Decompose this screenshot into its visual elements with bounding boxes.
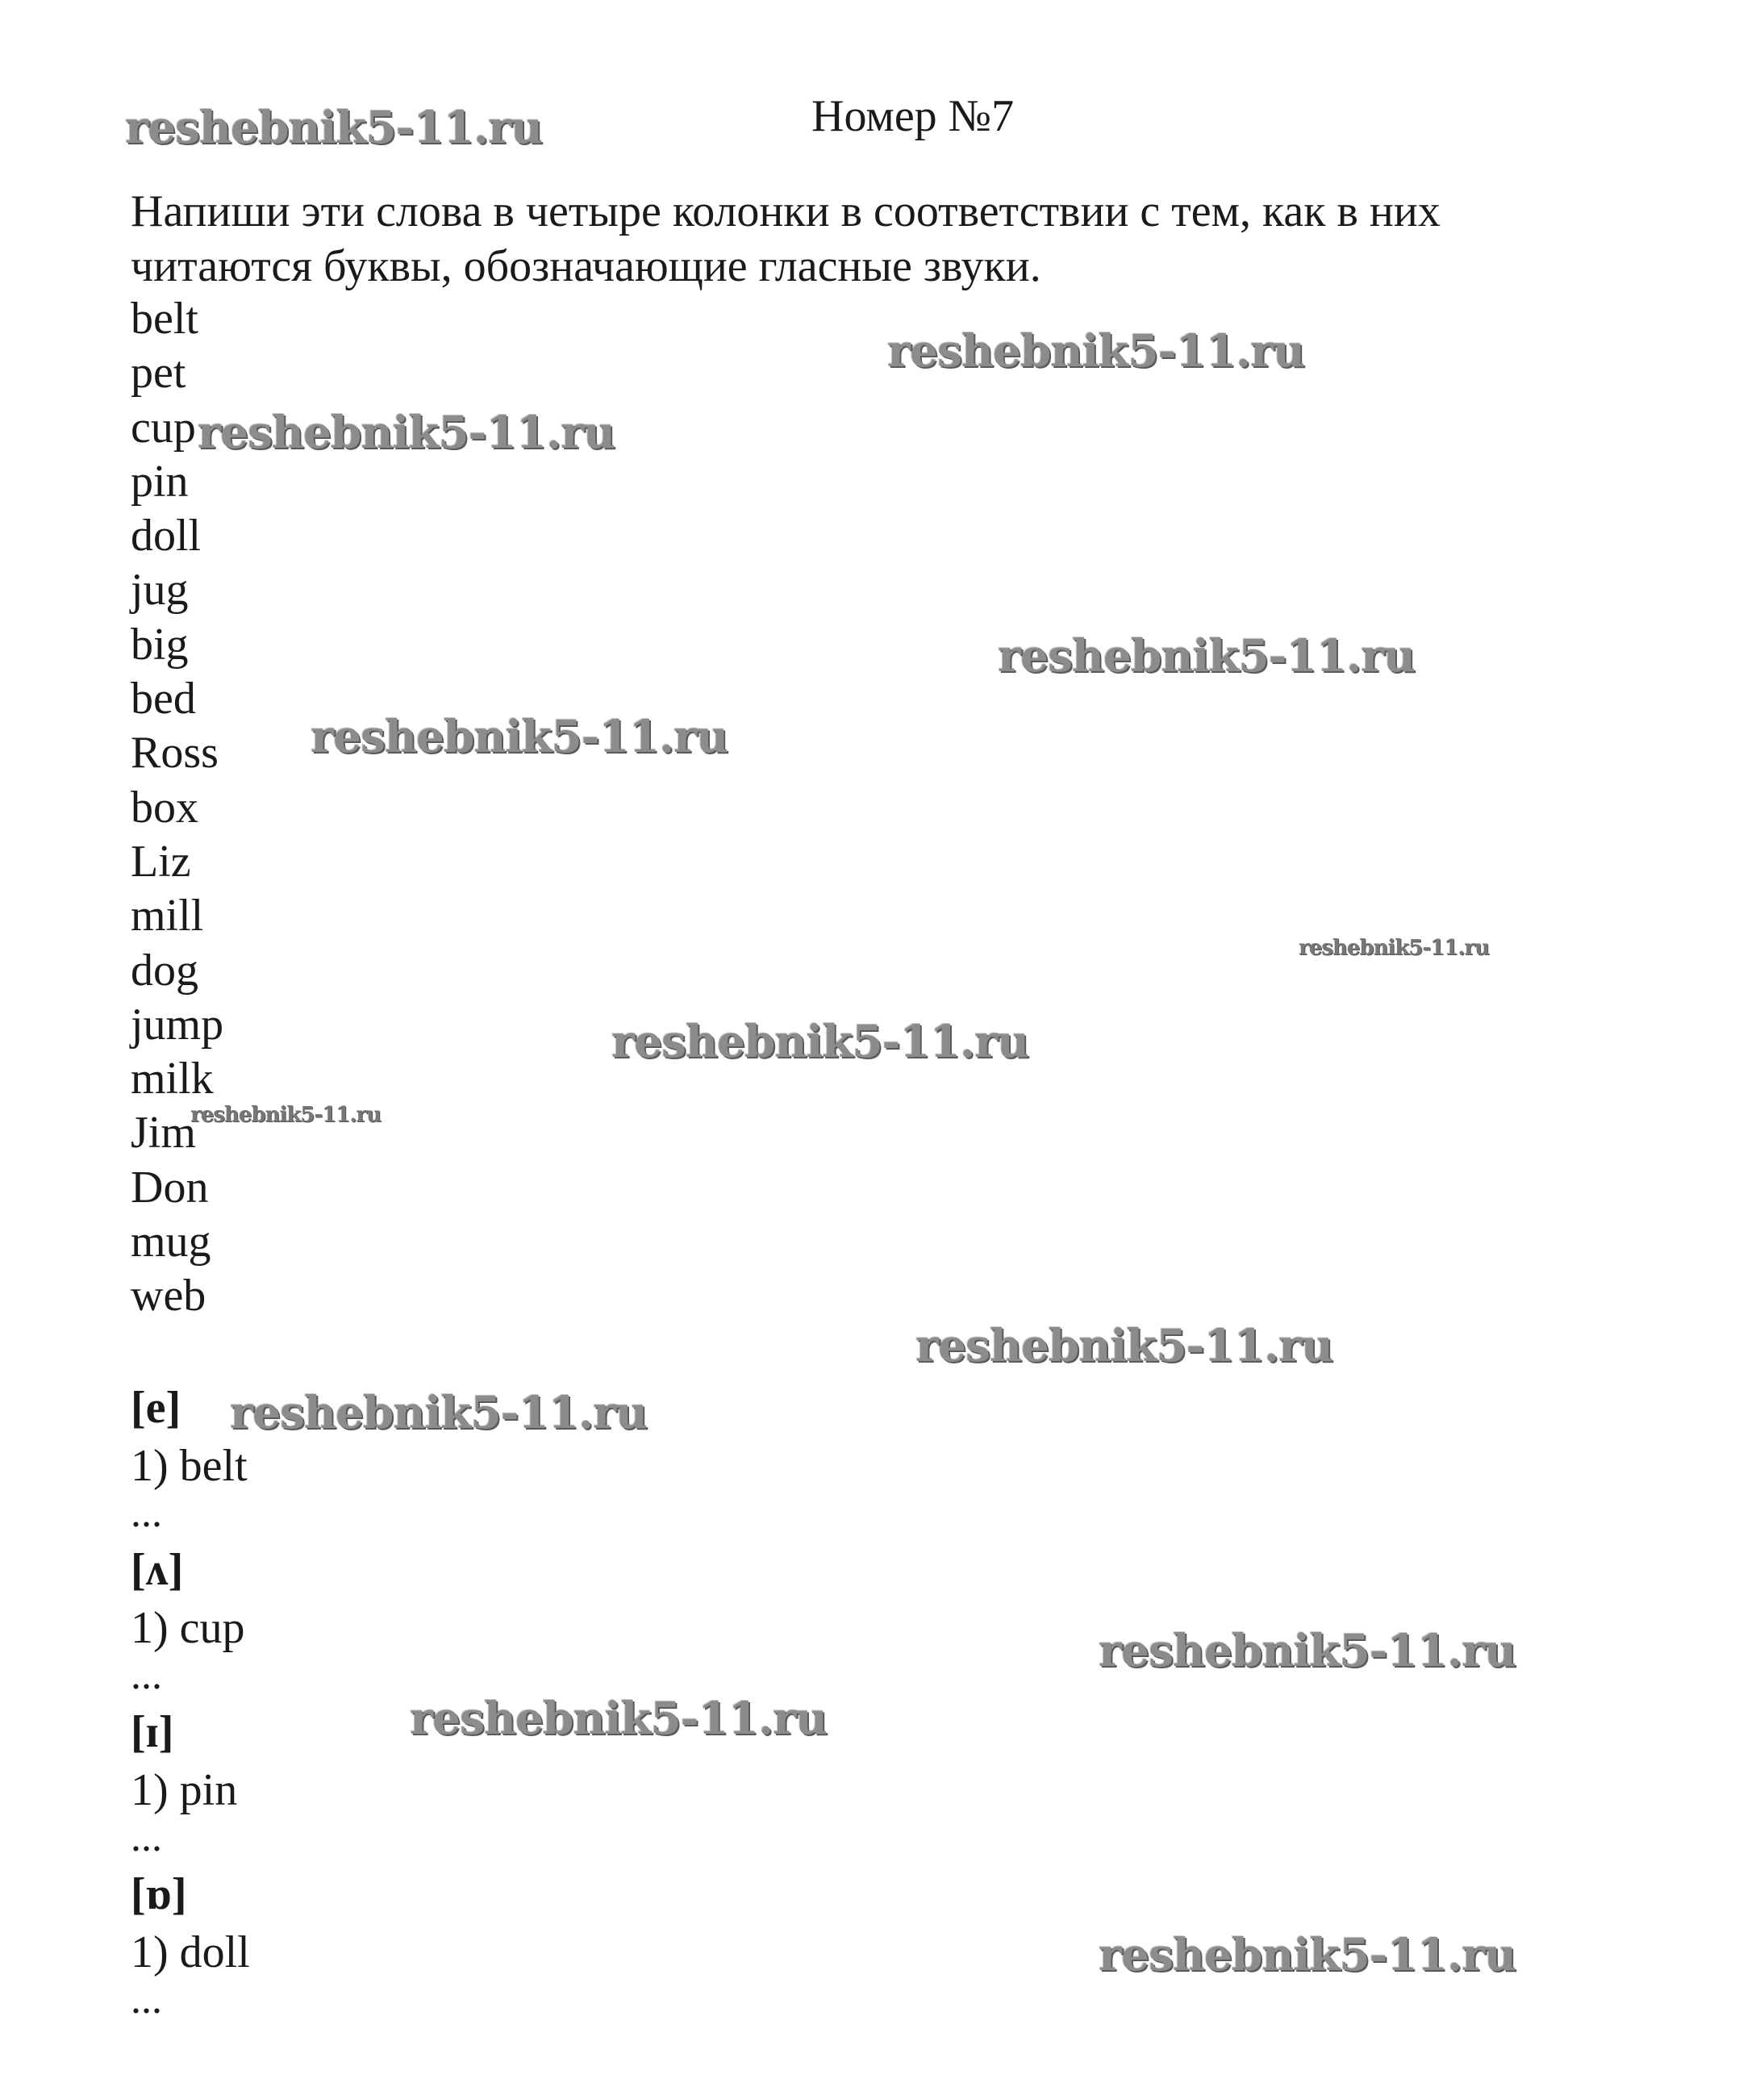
page-title: Номер №7 xyxy=(811,91,1015,141)
list-item: pet xyxy=(131,348,186,399)
watermark: reshebnik5-11.ru xyxy=(998,629,1416,682)
list-item: milk xyxy=(131,1054,214,1104)
watermark: reshebnik5-11.ru xyxy=(1099,1624,1516,1676)
watermark: reshebnik5-11.ru xyxy=(230,1386,648,1438)
list-item: bed xyxy=(131,674,196,724)
section-item: 1) pin xyxy=(131,1765,238,1815)
section-header: [ɪ] xyxy=(131,1707,174,1757)
section-item: 1) doll xyxy=(131,1927,250,1977)
section-ellipsis: ... xyxy=(131,1814,162,1860)
list-item: Jim xyxy=(131,1108,196,1159)
task-instructions: Напиши эти слова в четыре колонки в соответствии с тем, как в них читаются буквы, обозначающие гласные звуки. xyxy=(131,186,1441,291)
list-item: jug xyxy=(131,565,189,616)
list-item: belt xyxy=(131,294,198,344)
watermark: reshebnik5-11.ru xyxy=(198,406,615,458)
list-item: pin xyxy=(131,456,189,507)
watermark: reshebnik5-11.ru xyxy=(1299,936,1490,960)
list-item: box xyxy=(131,782,198,833)
answer-sections xyxy=(131,1380,250,2028)
section-header: [ʌ] xyxy=(131,1545,184,1595)
section-wedge xyxy=(131,1542,250,1704)
section-item: 1) belt xyxy=(131,1441,248,1491)
list-item: jump xyxy=(131,999,224,1050)
list-item: web xyxy=(131,1271,206,1321)
list-item: Ross xyxy=(131,728,219,779)
watermark: reshebnik5-11.ru xyxy=(410,1692,828,1744)
watermark: reshebnik5-11.ru xyxy=(1099,1928,1516,1981)
watermark: reshebnik5-11.ru xyxy=(190,1103,382,1127)
section-header: [e] xyxy=(131,1383,181,1433)
watermark: reshebnik5-11.ru xyxy=(311,710,728,762)
section-i xyxy=(131,1704,250,1866)
section-ellipsis: ... xyxy=(131,1490,162,1536)
section-header: [ɒ] xyxy=(131,1869,187,1919)
section-o xyxy=(131,1866,250,2028)
watermark: reshebnik5-11.ru xyxy=(887,324,1305,377)
list-item: doll xyxy=(131,511,202,562)
watermark: reshebnik5-11.ru xyxy=(611,1015,1029,1067)
list-item: cup xyxy=(131,402,196,453)
list-item: mug xyxy=(131,1217,211,1267)
list-item: big xyxy=(131,619,189,670)
watermark: reshebnik5-11.ru xyxy=(125,101,543,153)
section-item: 1) cup xyxy=(131,1603,245,1653)
list-item: mill xyxy=(131,891,204,941)
list-item: Don xyxy=(131,1162,209,1213)
section-ellipsis: ... xyxy=(131,1977,162,2023)
list-item: dog xyxy=(131,945,198,996)
watermark: reshebnik5-11.ru xyxy=(915,1319,1333,1371)
section-ellipsis: ... xyxy=(131,1652,162,1698)
list-item: Liz xyxy=(131,836,191,887)
